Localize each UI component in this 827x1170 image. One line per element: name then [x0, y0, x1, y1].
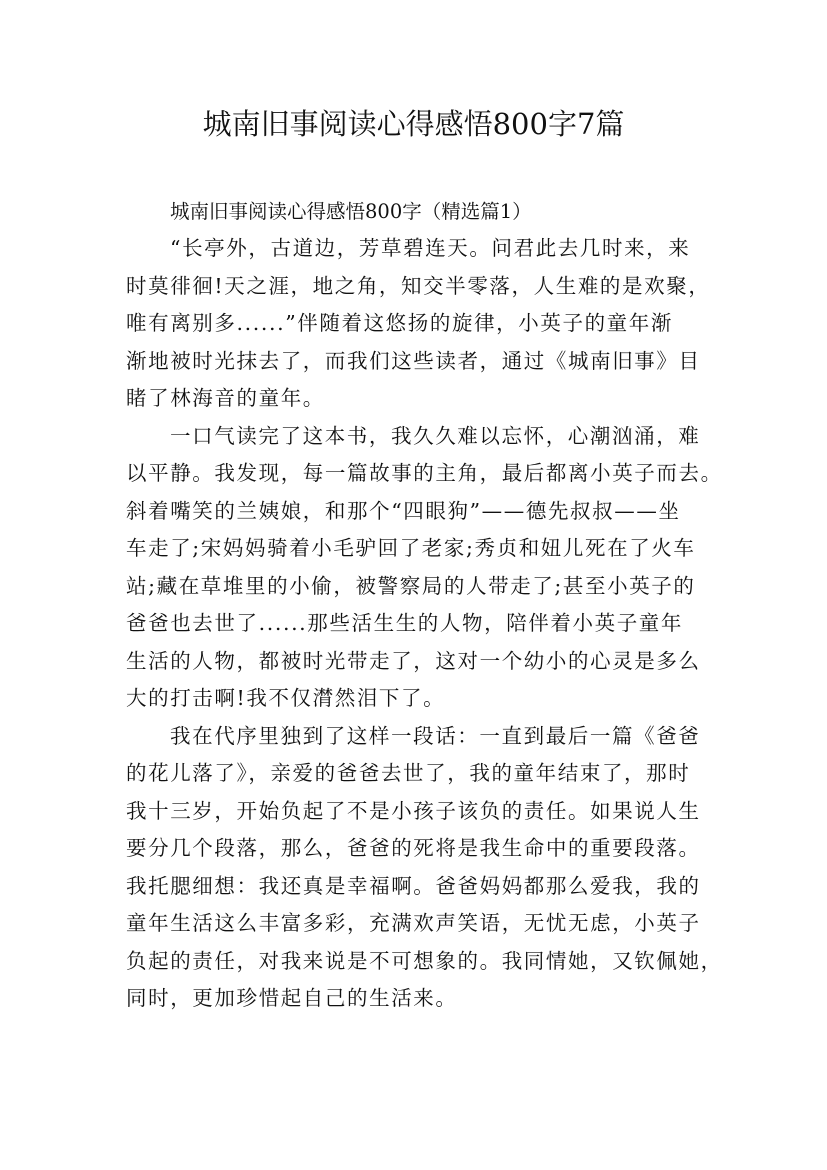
paragraph-line: 车走了;宋妈妈骑着小毛驴回了老家;秀贞和妞儿死在了火车 — [126, 536, 696, 560]
paragraph-2 — [126, 418, 723, 718]
paragraph-line: 要分几个段落，那么，爸爸的死将是我生命中的重要段落。 — [126, 836, 701, 860]
paragraph-line: 我十三岁，开始负起了不是小孩子该负的责任。如果说人生 — [126, 798, 701, 823]
paragraph-line: 时莫徘徊!天之涯，地之角，知交半零落，人生难的是欢聚， — [126, 273, 711, 298]
paragraph-line: 以平静。我发现，每一篇故事的主角，最后都离小英子而去。 — [126, 461, 723, 485]
paragraph-line: 大的打击啊!我不仅潸然泪下了。 — [126, 686, 446, 710]
paragraph-line: 我托腮细想：我还真是幸福啊。爸爸妈妈都那么爱我，我的 — [126, 873, 701, 898]
paragraph-line: 生活的人物，都被时光带走了，这对一个幼小的心灵是多么 — [126, 648, 701, 673]
paragraph-line: 睹了林海音的童年。 — [126, 386, 325, 410]
paragraph-line: 站;藏在草堆里的小偷，被警察局的人带走了;甚至小英子的 — [126, 573, 696, 598]
paragraph-line: 我在代序里独到了这样一段话：一直到最后一篇《爸爸 — [170, 723, 701, 748]
paragraph-line: 斜着嘴笑的兰姨娘，和那个“四眼狗”——德先叔叔——坐 — [126, 498, 681, 523]
paragraph-line: 的花儿落了》，亲爱的爸爸去世了，我的童年结束了，那时 — [126, 761, 691, 785]
paragraph-line: 一口气读完了这本书，我久久难以忘怀，心潮汹涌，难 — [170, 423, 701, 448]
paragraph-3 — [126, 718, 723, 1018]
paragraph-line: “长亭外，古道边，芳草碧连天。问君此去几时来，来 — [170, 236, 691, 260]
paragraph-line: 唯有离别多......”伴随着这悠扬的旋律，小英子的童年渐 — [126, 311, 673, 335]
paragraph-line: 负起的责任，对我来说是不可想象的。我同情她，又钦佩她， — [126, 948, 723, 973]
section-heading: 城南旧事阅读心得感悟800字（精选篇1） — [170, 200, 532, 223]
paragraph-1 — [126, 230, 716, 418]
document-title: 城南旧事阅读心得感悟800字7篇 — [202, 107, 625, 141]
paragraph-line: 童年生活这么丰富多彩，充满欢声笑语，无忧无虑，小英子 — [126, 911, 701, 935]
paragraph-line: 爸爸也去世了......那些活生生的人物，陪伴着小英子童年 — [126, 611, 683, 635]
paragraph-line: 渐地被时光抹去了，而我们这些读者，通过《城南旧事》目 — [126, 348, 701, 373]
paragraph-line: 同时，更加珍惜起自己的生活来。 — [126, 986, 458, 1010]
document-body — [126, 194, 723, 1018]
